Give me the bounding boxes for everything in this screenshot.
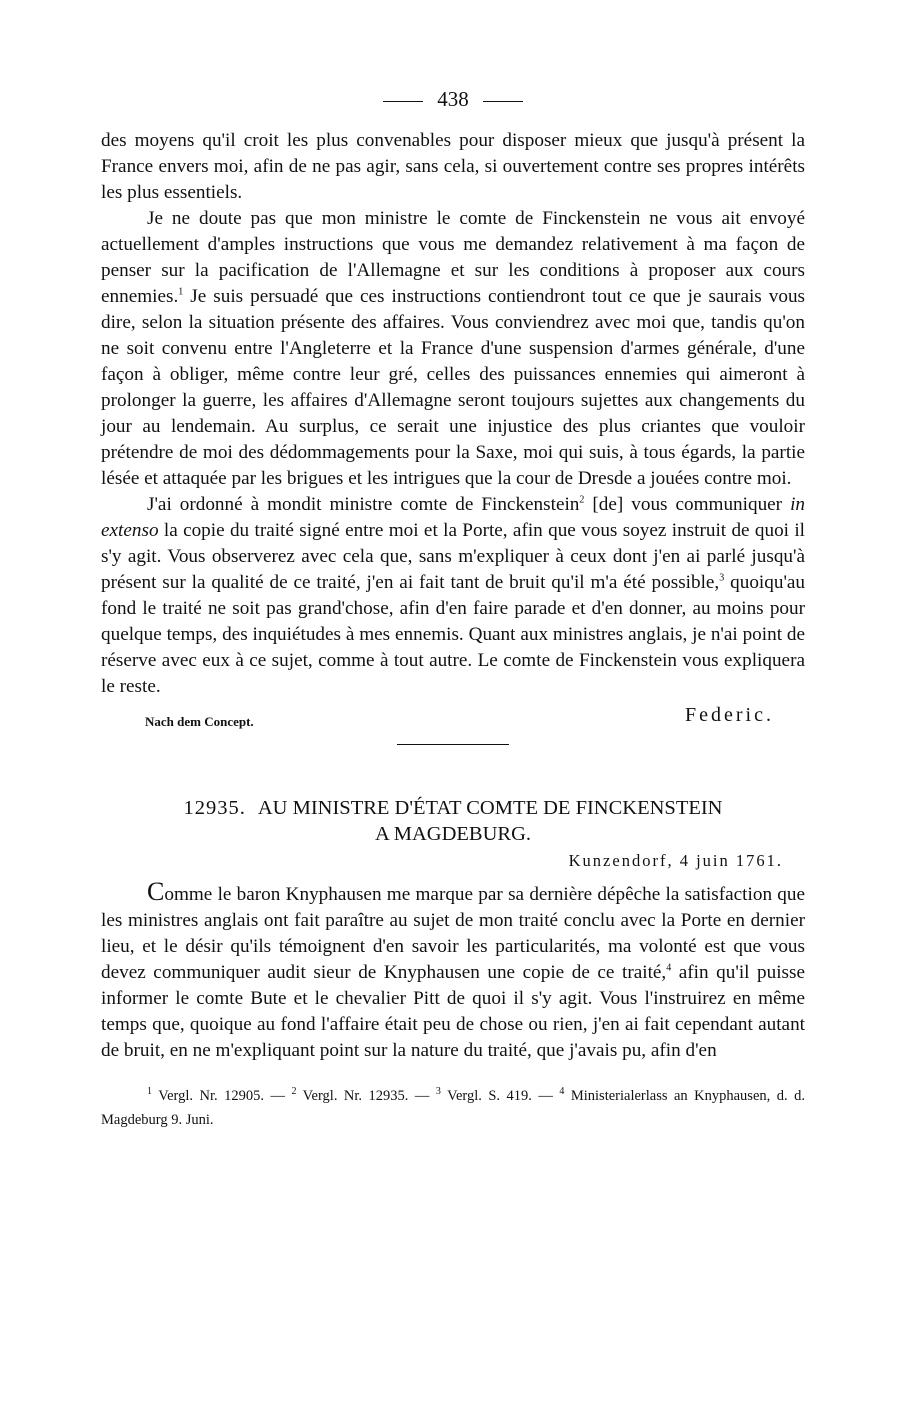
footnote-ref: 1: [178, 286, 184, 298]
footnote-1: Vergl. Nr. 12905. —: [158, 1088, 285, 1104]
footnote-2: Vergl. Nr. 12935. —: [302, 1088, 430, 1104]
footnote-4: Ministerialerlass an Knyphausen, d. d. Magdeburg 9. Juni.: [101, 1088, 805, 1128]
footnote-ref: 2: [579, 494, 585, 506]
footnote-marker: 3: [435, 1086, 441, 1098]
letter-title: AU MINISTRE D'ÉTAT COMTE DE FINCKENSTEIN: [257, 797, 723, 819]
signature: Federic.: [685, 704, 774, 726]
letter-continuation: [101, 128, 805, 700]
page-number: [101, 84, 805, 114]
footnote-ref: 4: [666, 962, 672, 974]
source-note: Nach dem Concept.: [145, 714, 254, 729]
letter-number: 12935.: [183, 797, 246, 819]
paragraph-text: afin qu'il puisse informer le comte Bute et le chevalier Pitt de quoi il s'y agit. Vous l'instruirez en même temps que, quoique au fond l'affaire était peu de chose ou rien, j'en ai fait cependant autant de bruit, en ne m'expliquant point sur la nature du traité, que j'avais pu, afin d'en: [101, 962, 806, 1061]
paragraph: [101, 492, 805, 700]
dateline: Kunzendorf, 4 juin 1761.: [568, 851, 783, 870]
footnote-ref: 3: [719, 572, 725, 584]
section-divider: [397, 744, 509, 745]
paragraph-text: quoiqu'au fond le traité ne soit pas grand'chose, afin d'en faire parade et d'en donner, au moins pour quelque temps, des inquiétudes à mes ennemis. Quant aux ministres anglais, je n'ai point de réserve avec eux à ce sujet, comme à tout autre. Le comte de Finckenstein vous expliquera le reste.: [101, 572, 806, 697]
document-page: [101, 84, 805, 1132]
paragraph: [101, 206, 805, 492]
footnote-marker: 2: [291, 1086, 297, 1098]
footnote-line: [101, 1084, 805, 1132]
footnotes: [101, 1084, 805, 1132]
letter-body: [101, 879, 805, 1064]
paragraph-text: omme le baron Knyphausen me marque par sa dernière dépêche la satisfaction que les ministres anglais ont fait paraître au sujet de mon traité conclu avec la Porte en dernier lieu, et le désir qu'ils témoignent d'en savoir les particularités, ma volonté est que vous devez communiquer audit sieur de Knyphausen une copie de ce traité,: [101, 884, 805, 983]
page-number-dash-left: [383, 101, 423, 102]
paragraph-text: Je suis persuadé que ces instructions contiendront tout ce que je saurais vous dire, selon la situation présente des affaires. Vous conviendrez avec moi que, tandis qu'on ne soit convenu entre l'Angleterre et la France d'une suspension d'armes générale, d'une façon à obliger, même contre leur gré, celles des puissances ennemies qui aimeront à prolonger la guerre, les affaires d'Allemagne seront toujours sujettes aux changements du jour au lendemain. Au surplus, ce serait une injustice des plus criantes que vouloir prétendre de moi des dédommagements pour la Saxe, moi qui suis, à tous égards, la partie lésée et attaquée par les brigues et les intrigues que la cour de Dresde a jouées contre moi.: [101, 286, 806, 489]
paragraph: [101, 128, 805, 206]
paragraph-text: [de] vous communiquer: [592, 494, 783, 515]
footnote-marker: 1: [147, 1086, 152, 1098]
paragraph-text: la copie du traité signé entre moi et la Porte, afin que vous soyez instruit de quoi il s'y agit. Vous observerez avec cela que, sans m'expliquer à ceux dont j'en ai parlé jusqu'à présent sur la qualité de ce traité, j'en ai fait tant de bruit qu'il m'a été possible,: [101, 520, 806, 593]
letter-heading: [101, 795, 805, 847]
footnote-marker: 4: [559, 1086, 565, 1098]
footnote-3: Vergl. S. 419. —: [447, 1088, 553, 1104]
drop-cap: C: [147, 877, 165, 906]
heading-line-1: [101, 795, 805, 821]
paragraph-text: Je ne doute pas que mon ministre le comte de Finckenstein ne vous ait envoyé actuellement d'amples instructions que vous me demandez relativement à ma façon de penser sur la pacification de l'Allemagne et sur les conditions à proposer aux cours ennemies.: [101, 208, 805, 307]
paragraph-text: des moyens qu'il croit les plus convenables pour disposer mieux que jusqu'à présent la France envers moi, afin de ne pas agir, sans cela, si ouvertement contre ses propres intérêts les plus essentiels.: [101, 130, 805, 203]
italic-phrase: in extenso: [101, 494, 806, 541]
page-number-text: 438: [437, 87, 469, 111]
signature-row: [101, 704, 805, 734]
heading-line-2: A MAGDEBURG.: [374, 823, 532, 845]
page-number-dash-right: [483, 101, 523, 102]
paragraph: [101, 879, 805, 1064]
paragraph-text: J'ai ordonné à mondit ministre comte de Finckenstein: [147, 494, 580, 515]
